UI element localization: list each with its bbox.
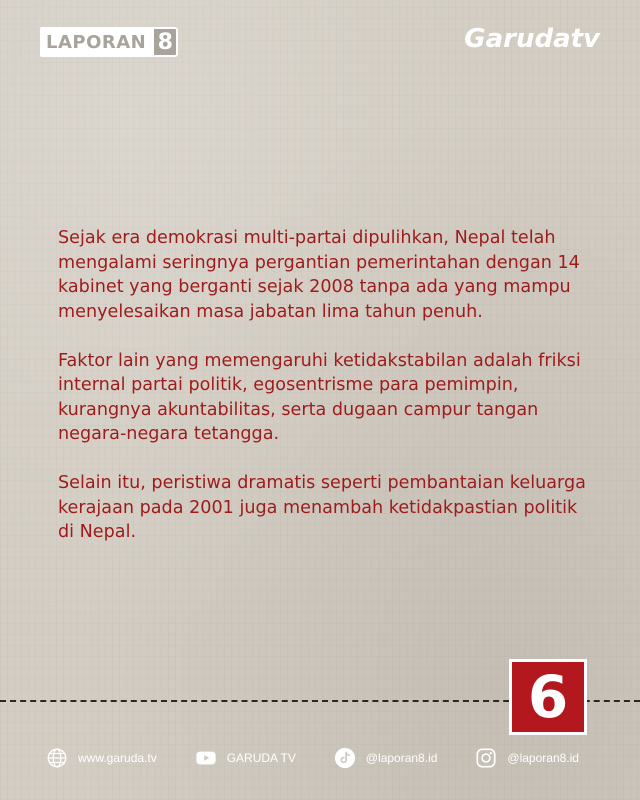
garudatv-logo	[464, 24, 600, 54]
footer-tiktok-label: @laporan8.id	[365, 751, 438, 765]
footer-youtube-label: GARUDA TV	[226, 751, 296, 765]
footer-website-label: www.garuda.tv	[78, 751, 157, 765]
article-body	[58, 226, 598, 569]
paragraph-3: Selain itu, peristiwa dramatis seperti pembantaian keluarga kerajaan pada 2001 juga menambah ketidakpastian politik di Nepal.	[58, 473, 586, 542]
youtube-icon	[195, 747, 217, 769]
social-footer	[46, 746, 606, 770]
page-number-badge: 6	[509, 659, 587, 735]
laporan8-logo	[40, 27, 178, 57]
laporan8-logo-word: LAPORAN	[40, 27, 152, 57]
footer-website[interactable]	[46, 747, 157, 769]
garudatv-logo-tv: tv	[570, 24, 600, 54]
footer-instagram[interactable]	[475, 747, 579, 769]
tiktok-icon	[334, 747, 356, 769]
laporan8-logo-number: 8	[152, 27, 178, 57]
instagram-icon	[475, 747, 497, 769]
footer-youtube[interactable]	[195, 747, 296, 769]
garudatv-logo-word: Garuda	[464, 24, 571, 54]
footer-instagram-label: @laporan8.id	[507, 751, 579, 765]
paragraph-1: Sejak era demokrasi multi-partai dipulihkan, Nepal telah mengalami seringnya pergantian pemerintahan dengan 14 kabinet yang berganti sejak 2008 tanpa ada yang mampu menyelesaikan masa jabatan lima tahun penuh.	[58, 228, 580, 322]
globe-icon	[46, 747, 68, 769]
footer-tiktok[interactable]	[334, 747, 438, 769]
paragraph-2: Faktor lain yang memengaruhi ketidakstabilan adalah friksi internal partai politik, egosentrisme para pemimpin, kurangnya akuntabilitas, serta dugaan campur tangan negara-negara tetangga.	[58, 350, 581, 444]
